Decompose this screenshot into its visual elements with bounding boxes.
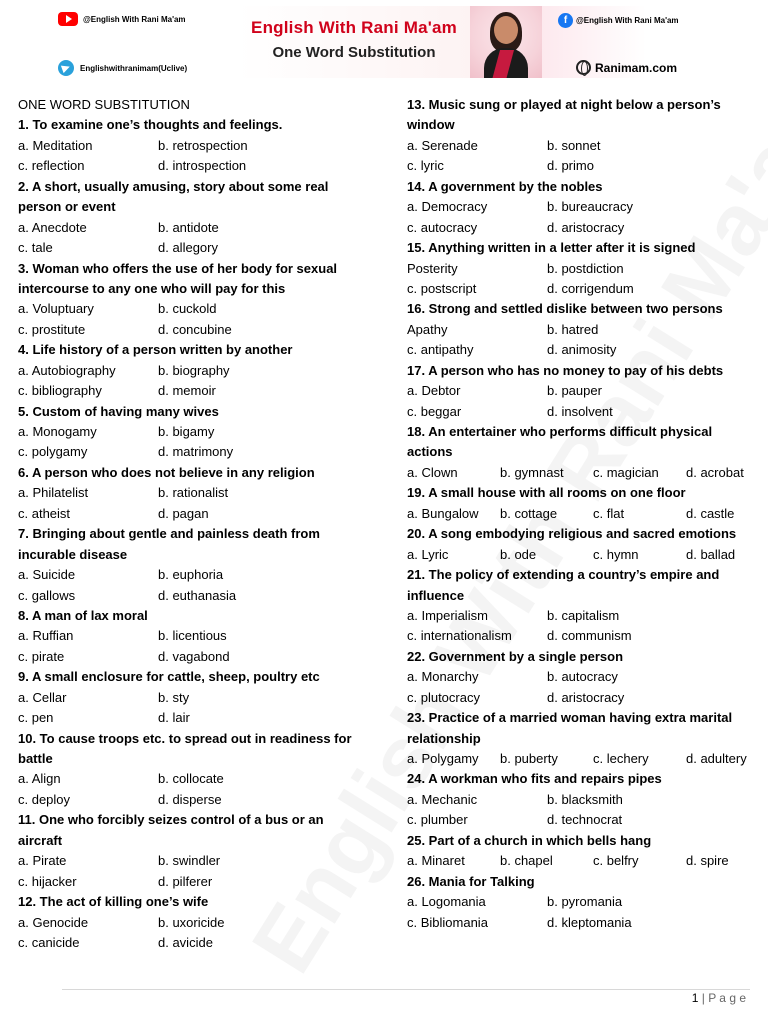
answer-option: b. swindler bbox=[158, 853, 221, 869]
answer-option: c. plumber bbox=[407, 812, 468, 828]
answer-option: c. lyric bbox=[407, 158, 444, 174]
options-row bbox=[18, 238, 376, 258]
question-text: 11. One who forcibly seizes control of a bus or an bbox=[18, 812, 324, 828]
answer-option: d. concubine bbox=[158, 321, 232, 337]
answer-option: d. lair bbox=[158, 710, 190, 726]
page-number: 1 bbox=[691, 991, 699, 1005]
answer-option: a. Polygamy bbox=[407, 751, 479, 766]
answer-option: d. animosity bbox=[547, 342, 617, 358]
page-separator: | bbox=[701, 991, 705, 1005]
answer-option: a. Voluptuary bbox=[18, 301, 94, 317]
answer-option: d. castle bbox=[686, 505, 735, 521]
answer-option: b. cottage bbox=[500, 505, 558, 521]
answer-option: d. kleptomania bbox=[547, 914, 632, 930]
answer-option: b. gymnast bbox=[500, 464, 564, 480]
options-row bbox=[18, 218, 376, 238]
right-column bbox=[407, 95, 765, 933]
answer-option: d. pilferer bbox=[158, 873, 213, 889]
answer-option: d. vagabond bbox=[158, 648, 230, 664]
options-row bbox=[18, 361, 376, 381]
question-text: 6. A person who does not believe in any religion bbox=[18, 464, 315, 480]
page-footer bbox=[692, 991, 746, 1005]
options-row bbox=[407, 749, 765, 769]
facebook-handle: @English With Rani Ma'am bbox=[576, 16, 679, 25]
question-text: person or event bbox=[18, 199, 116, 215]
question-text: 2. A short, usually amusing, story about some real bbox=[18, 178, 329, 194]
question-text: 16. Strong and settled dislike between two persons bbox=[407, 301, 723, 317]
answer-option: b. retrospection bbox=[158, 137, 248, 153]
header-banner bbox=[52, 6, 716, 78]
answer-option: b. cuckold bbox=[158, 301, 217, 317]
answer-option: c. atheist bbox=[18, 505, 71, 521]
answer-option: a. Pirate bbox=[18, 853, 67, 869]
globe-icon bbox=[576, 60, 591, 75]
question-text: 24. A workman who fits and repairs pipes bbox=[407, 771, 662, 787]
answer-option: d. introspection bbox=[158, 158, 247, 174]
options-row bbox=[18, 136, 376, 156]
question-text: relationship bbox=[407, 730, 481, 746]
answer-option: c. tale bbox=[18, 240, 53, 256]
question-text: 22. Government by a single person bbox=[407, 648, 624, 664]
answer-option: d. avicide bbox=[158, 934, 213, 950]
options-row bbox=[407, 810, 765, 830]
options-row bbox=[18, 565, 376, 585]
options-row bbox=[407, 136, 765, 156]
answer-option: a. Logomania bbox=[407, 894, 486, 910]
answer-option: c. prostitute bbox=[18, 321, 86, 337]
options-row bbox=[18, 320, 376, 340]
answer-option: b. puberty bbox=[500, 751, 558, 766]
answer-option: b. hatred bbox=[547, 321, 599, 337]
options-row bbox=[18, 913, 376, 933]
question-text: intercourse to any one who will pay for this bbox=[18, 280, 286, 296]
answer-option: a. Serenade bbox=[407, 137, 478, 153]
answer-option: b. capitalism bbox=[547, 607, 620, 623]
answer-option: c. canicide bbox=[18, 934, 80, 950]
options-row bbox=[18, 769, 376, 789]
answer-option: a. Lyric bbox=[407, 546, 449, 562]
telegram-link[interactable] bbox=[58, 60, 187, 76]
question-text: 26. Mania for Talking bbox=[407, 873, 535, 889]
answer-option: d. aristocracy bbox=[547, 219, 625, 235]
answer-option: d. aristocracy bbox=[547, 689, 625, 705]
answer-option: b. uxoricide bbox=[158, 914, 225, 930]
answer-option: a. Genocide bbox=[18, 914, 89, 930]
options-row bbox=[407, 381, 765, 401]
answer-option: c. gallows bbox=[18, 587, 76, 603]
options-row bbox=[407, 851, 765, 871]
answer-option: c. internationalism bbox=[407, 628, 512, 644]
footer-divider bbox=[62, 989, 750, 990]
question-text: incurable disease bbox=[18, 546, 128, 562]
answer-option: b. licentious bbox=[158, 628, 227, 644]
answer-option: a. Imperialism bbox=[407, 607, 488, 623]
answer-option: c. Bibliomania bbox=[407, 914, 488, 930]
answer-option: c. beggar bbox=[407, 403, 462, 419]
answer-option: b. antidote bbox=[158, 219, 219, 235]
presenter-photo bbox=[470, 6, 542, 78]
answer-option: c. reflection bbox=[18, 158, 85, 174]
answer-option: b. pauper bbox=[547, 383, 602, 399]
answer-option: a. Autobiography bbox=[18, 362, 116, 378]
answer-option: d. pagan bbox=[158, 505, 209, 521]
answer-option: d. adultery bbox=[686, 751, 747, 766]
options-row bbox=[18, 647, 376, 667]
answer-option: b. chapel bbox=[500, 853, 553, 869]
answer-option: b. sty bbox=[158, 689, 190, 705]
answer-option: a. Align bbox=[18, 771, 61, 787]
question-text: window bbox=[407, 117, 455, 133]
question-text: 15. Anything written in a letter after it is signed bbox=[407, 240, 696, 256]
question-text: 25. Part of a church in which bells hang bbox=[407, 832, 652, 848]
answer-option: d. insolvent bbox=[547, 403, 613, 419]
options-row bbox=[407, 402, 765, 422]
question-text: 4. Life history of a person written by another bbox=[18, 342, 293, 358]
options-row bbox=[18, 422, 376, 442]
page-label: P a g e bbox=[708, 991, 746, 1005]
answer-option: d. ballad bbox=[686, 546, 736, 562]
youtube-handle: @English With Rani Ma'am bbox=[83, 14, 186, 24]
options-row bbox=[18, 381, 376, 401]
options-row bbox=[407, 913, 765, 933]
answer-option: c. autocracy bbox=[407, 219, 478, 235]
answer-option: a. Philatelist bbox=[18, 485, 89, 501]
answer-option: c. magician bbox=[593, 464, 659, 480]
website-link[interactable] bbox=[576, 60, 677, 75]
question-text: 13. Music sung or played at night below a person’s bbox=[407, 97, 721, 112]
answer-option: d. memoir bbox=[158, 383, 216, 399]
options-row bbox=[407, 626, 765, 646]
answer-option: d. primo bbox=[547, 158, 594, 174]
options-row bbox=[18, 933, 376, 953]
answer-option: c. flat bbox=[593, 505, 625, 521]
answer-option: b. collocate bbox=[158, 771, 224, 787]
options-row bbox=[407, 279, 765, 299]
answer-option: c. bibliography bbox=[18, 383, 102, 399]
options-row bbox=[18, 790, 376, 810]
options-row bbox=[18, 626, 376, 646]
telegram-icon bbox=[58, 60, 74, 76]
options-row bbox=[18, 586, 376, 606]
question-text: 19. A small house with all rooms on one floor bbox=[407, 485, 686, 501]
answer-option: c. pen bbox=[18, 710, 54, 726]
options-row bbox=[407, 790, 765, 810]
options-row bbox=[18, 442, 376, 462]
facebook-link[interactable] bbox=[558, 13, 679, 28]
options-row bbox=[407, 688, 765, 708]
options-row bbox=[407, 156, 765, 176]
options-row bbox=[407, 259, 765, 279]
options-row bbox=[407, 667, 765, 687]
answer-option: d. spire bbox=[686, 853, 729, 869]
answer-option: c. deploy bbox=[18, 791, 71, 807]
answer-option: d. communism bbox=[547, 628, 632, 644]
answer-option: b. ode bbox=[500, 546, 537, 562]
brand-title: English With Rani Ma'am bbox=[251, 18, 457, 37]
telegram-handle: Englishwithranimam(Uclive) bbox=[80, 63, 188, 73]
answer-option: d. allegory bbox=[158, 240, 218, 256]
answer-option: a. Mechanic bbox=[407, 791, 478, 807]
question-text: 14. A government by the nobles bbox=[407, 178, 603, 194]
question-text: 10. To cause troops etc. to spread out in readiness for bbox=[18, 730, 352, 746]
question-text: 20. A song embodying religious and sacred emotions bbox=[407, 526, 737, 542]
answer-option: a. Democracy bbox=[407, 199, 488, 215]
question-text: 17. A person who has no money to pay of his debts bbox=[407, 362, 724, 378]
social-links-right bbox=[542, 6, 716, 78]
question-text: 23. Practice of a married woman having extra marital bbox=[407, 710, 733, 726]
answer-option: c. antipathy bbox=[407, 342, 474, 358]
question-text: influence bbox=[407, 587, 465, 603]
answer-option: d. matrimony bbox=[158, 444, 234, 460]
answer-option: a. Suicide bbox=[18, 567, 76, 583]
answer-option: c. hijacker bbox=[18, 873, 77, 889]
answer-option: Posterity bbox=[407, 260, 458, 276]
facebook-icon: f bbox=[558, 13, 573, 28]
youtube-icon bbox=[58, 12, 78, 26]
answer-option: c. polygamy bbox=[18, 444, 88, 460]
answer-option: b. bureaucracy bbox=[547, 199, 633, 215]
answer-option: d. acrobat bbox=[686, 464, 744, 480]
social-links-left bbox=[52, 6, 238, 78]
options-row bbox=[18, 504, 376, 524]
document-subtitle: One Word Substitution bbox=[272, 44, 436, 61]
options-row bbox=[407, 545, 765, 565]
question-text: actions bbox=[407, 444, 453, 460]
question-text: 12. The act of killing one’s wife bbox=[18, 894, 209, 910]
answer-option: d. disperse bbox=[158, 791, 222, 807]
answer-option: a. Bungalow bbox=[407, 505, 479, 521]
section-heading: ONE WORD SUBSTITUTION bbox=[18, 97, 190, 112]
options-row bbox=[18, 851, 376, 871]
answer-option: b. bigamy bbox=[158, 424, 215, 439]
answer-option: c. belfry bbox=[593, 853, 639, 869]
options-row bbox=[18, 688, 376, 708]
answer-option: b. sonnet bbox=[547, 137, 601, 153]
options-row bbox=[407, 218, 765, 238]
answer-option: b. postdiction bbox=[547, 260, 624, 276]
question-text: 5. Custom of having many wives bbox=[18, 403, 219, 419]
answer-option: d. technocrat bbox=[547, 812, 623, 828]
options-row bbox=[18, 156, 376, 176]
banner-title-block bbox=[238, 6, 470, 78]
options-row bbox=[407, 892, 765, 912]
question-text: 8. A man of lax moral bbox=[18, 607, 148, 623]
question-text: battle bbox=[18, 751, 53, 766]
options-row bbox=[18, 708, 376, 728]
options-row bbox=[18, 299, 376, 319]
options-row bbox=[407, 606, 765, 626]
answer-option: c. hymn bbox=[593, 546, 639, 562]
youtube-link[interactable] bbox=[58, 12, 186, 26]
answer-option: a. Cellar bbox=[18, 689, 67, 705]
website-url: Ranimam.com bbox=[595, 60, 678, 75]
answer-option: c. postscript bbox=[407, 280, 477, 296]
answer-option: c. lechery bbox=[593, 751, 649, 766]
answer-option: d. corrigendum bbox=[547, 280, 634, 296]
question-text: 7. Bringing about gentle and painless death from bbox=[18, 526, 320, 542]
options-row bbox=[407, 504, 765, 524]
options-row bbox=[18, 483, 376, 503]
options-row bbox=[18, 872, 376, 892]
question-text: 3. Woman who offers the use of her body for sexual bbox=[18, 260, 338, 276]
answer-option: c. plutocracy bbox=[407, 689, 480, 705]
answer-option: b. rationalist bbox=[158, 485, 229, 501]
question-text: 9. A small enclosure for cattle, sheep, poultry etc bbox=[18, 669, 320, 685]
answer-option: a. Minaret bbox=[407, 853, 465, 869]
answer-option: c. pirate bbox=[18, 648, 65, 664]
answer-option: a. Meditation bbox=[18, 137, 93, 153]
options-row bbox=[407, 320, 765, 340]
answer-option: b. biography bbox=[158, 362, 230, 378]
options-row bbox=[407, 340, 765, 360]
answer-option: a. Monogamy bbox=[18, 424, 97, 439]
options-row bbox=[407, 463, 765, 483]
answer-option: a. Anecdote bbox=[18, 219, 87, 235]
options-row bbox=[407, 197, 765, 217]
answer-option: a. Clown bbox=[407, 464, 458, 480]
answer-option: a. Debtor bbox=[407, 383, 461, 399]
left-column bbox=[18, 95, 376, 953]
question-text: aircraft bbox=[18, 832, 63, 848]
answer-option: a. Ruffian bbox=[18, 628, 74, 644]
question-text: 18. An entertainer who performs difficult physical bbox=[407, 424, 713, 439]
answer-option: b. euphoria bbox=[158, 567, 224, 583]
answer-option: a. Monarchy bbox=[407, 669, 479, 685]
question-text: 1. To examine one’s thoughts and feelings. bbox=[18, 117, 283, 133]
answer-option: b. pyromania bbox=[547, 894, 623, 910]
question-text: 21. The policy of extending a country’s empire and bbox=[407, 567, 720, 583]
answer-option: b. autocracy bbox=[547, 669, 618, 685]
answer-option: Apathy bbox=[407, 321, 448, 337]
answer-option: b. blacksmith bbox=[547, 791, 623, 807]
answer-option: d. euthanasia bbox=[158, 587, 237, 603]
